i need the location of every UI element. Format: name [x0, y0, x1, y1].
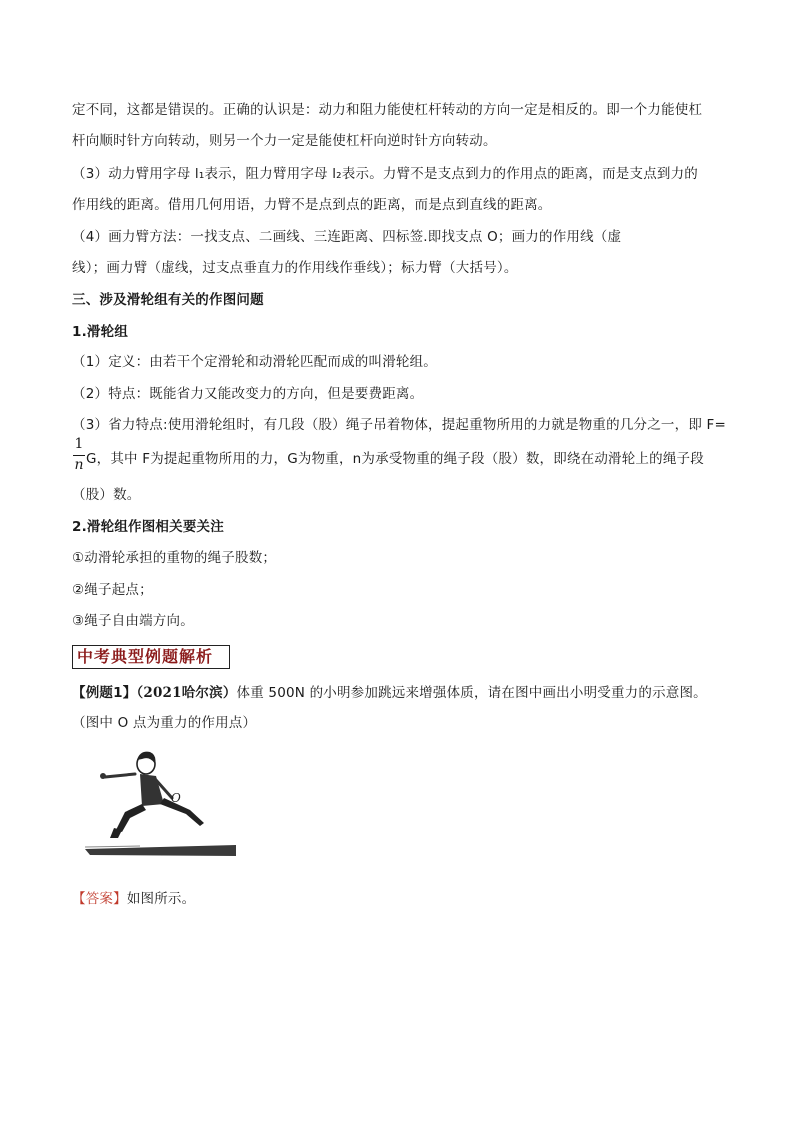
example-text: 体重 500N 的小明参加跳远来增强体质，请在图中画出小明受重力的示意图。 — [236, 685, 707, 701]
figure-arm-back — [105, 774, 135, 777]
fraction-bar — [73, 455, 85, 456]
subsection-heading: 1.滑轮组 — [72, 324, 129, 340]
ground-edge — [85, 846, 140, 847]
force-saving-line: （3）省力特点:使用滑轮组时，有几段（股）绳子吊着物体，提起重物所用的力就是物重的几分之一，即 F= — [72, 417, 727, 433]
checklist-item: ②绳子起点； — [72, 582, 153, 598]
example-note: （图中 O 点为重力的作用点） — [72, 715, 257, 731]
figure-leg-front — [160, 798, 204, 826]
long-jump-figure — [80, 742, 250, 867]
fraction-numerator: 1 — [74, 436, 84, 452]
answer-tag: 【答案】 — [72, 891, 127, 907]
example-question — [72, 683, 707, 703]
answer-text: 如图所示。 — [126, 891, 196, 907]
figure-hand — [100, 773, 106, 779]
example-tag: 【例题1】 — [72, 685, 137, 701]
force-saving-line: G，其中 F为提起重物所用的力，G为物重，n为承受物重的绳子段（股）数，即绕在动滑轮上的绳子段 — [86, 451, 704, 467]
paragraph-line: 定不同，这都是错误的。正确的认识是：动力和阻力能使杠杆转动的方向一定是相反的。即一个力能使杠 — [72, 102, 703, 118]
subsection-heading: 2.滑轮组作图相关要关注 — [72, 519, 224, 535]
figure-body — [140, 774, 164, 806]
figure-leg-back — [116, 804, 146, 832]
paragraph-line: （3）动力臂用字母 l₁表示，阻力臂用字母 l₂表示。力臂不是支点到力的作用点的距离，而是支点到力的 — [72, 166, 698, 182]
fraction-one-over-n — [72, 436, 86, 476]
feature-line: （2）特点：既能省力又能改变力的方向，但是要费距离。 — [72, 386, 424, 402]
checklist-item: ①动滑轮承担的重物的绳子股数； — [72, 550, 277, 566]
section-title-box — [72, 645, 230, 669]
paragraph-line: 杆向顺时针方向转动，则另一个力一定是能使杠杆向逆时针方向转动。 — [72, 133, 497, 149]
paragraph-line: 线）；画力臂（虚线，过支点垂直力的作用线作垂线）；标力臂（大括号）。 — [72, 260, 518, 276]
answer-line — [72, 889, 195, 909]
force-saving-line: （股）数。 — [72, 487, 141, 503]
paragraph-line: 作用线的距离。借用几何用语，力臂不是点到点的距离，而是点到直线的距离。 — [72, 197, 552, 213]
paragraph-line: （4）画力臂方法：一找支点、二画线、三连距离、四标签.即找支点 O；画力的作用线（虚 — [72, 229, 622, 245]
section-heading: 三、涉及滑轮组有关的作图问题 — [72, 292, 264, 308]
section-title: 中考典型例题解析 — [77, 647, 214, 666]
definition-line: （1）定义：由若干个定滑轮和动滑轮匹配而成的叫滑轮组。 — [72, 354, 437, 370]
gravity-point-label: O — [171, 791, 181, 805]
checklist-item: ③绳子自由端方向。 — [72, 613, 194, 629]
example-source: （2021哈尔滨） — [136, 685, 237, 701]
fraction-denominator: n — [74, 457, 84, 473]
